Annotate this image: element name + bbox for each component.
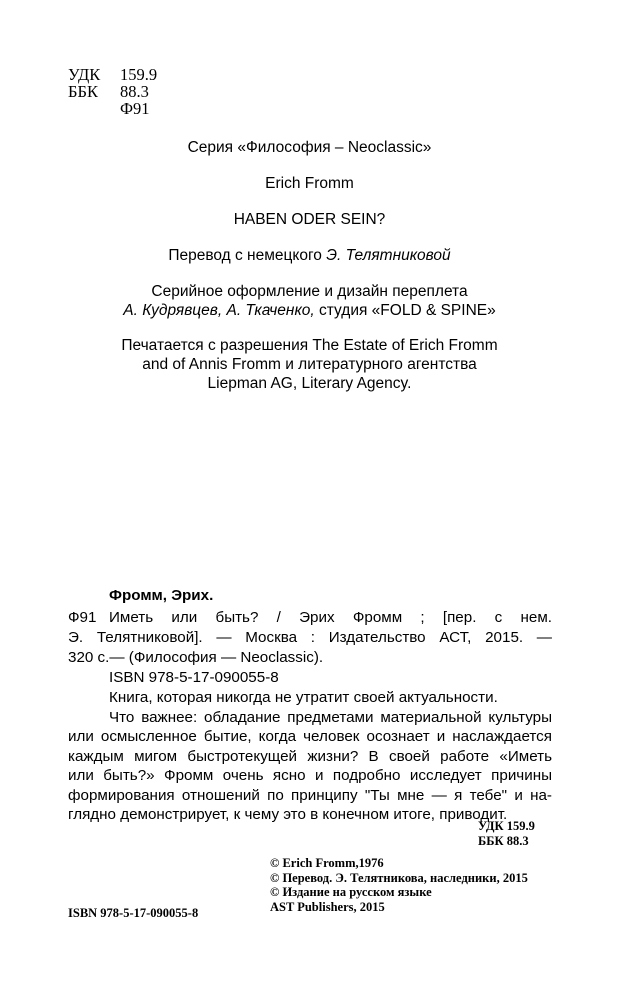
annotation-line: формирования отношений по принципу "Ты мне — я тебе" и на-	[68, 786, 552, 804]
annotation-line: или быть?» Фромм очень ясно и подробно исследует причины	[68, 767, 552, 784]
translation-line: Перевод с немецкого Э. Телятниковой	[168, 247, 451, 264]
catalog-sign: Ф91	[68, 609, 97, 626]
catalog-isbn: ISBN 978-5-17-090055-8	[109, 669, 279, 686]
classification-codes	[68, 66, 157, 117]
annotation-line: или осмысленное бытие, когда человек осознает и наслаждается	[68, 728, 552, 745]
translator-name: Э. Телятниковой	[326, 247, 451, 264]
copyright-line: © Перевод. Э. Телятникова, наследники, 2015	[270, 870, 528, 885]
annotation-line: каждым мигом быстротекущей жизни? В своей работе «Иметь	[68, 747, 552, 765]
permission-note: Печатается с разрешения The Estate of Erich Fromm and of Annis Fromm и литературного агентства Liepman AG, Literary Agency.	[121, 337, 498, 392]
bib-line-1: Иметь или быть? / Эрих Фромм ; [пер. с нем.	[109, 609, 552, 626]
series-line: Серия «Философия – Neoclassic»	[187, 139, 432, 156]
copyright-line: © Erich Fromm,1976	[270, 856, 384, 870]
bbk-label: ББК	[68, 82, 98, 101]
designer-names: А. Кудрявцев, А. Ткаченко,	[123, 302, 315, 319]
catalog-author-heading: Фромм, Эрих.	[109, 587, 214, 604]
copyright-line: © Издание на русском языке	[270, 885, 432, 899]
annotation-line: Книга, которая никогда не утратит своей актуальности.	[109, 689, 498, 706]
footer-codes	[478, 819, 535, 849]
original-title: HABEN ODER SEIN?	[233, 211, 386, 228]
bib-line-3: 320 с.— (Философия — Neoclassic).	[68, 649, 324, 666]
udk-value: 159.9	[120, 65, 158, 84]
annotation-line: Что важнее: обладание предметами материальной культуры	[109, 708, 552, 726]
author-sign: Ф91	[120, 99, 150, 118]
bbk-value: 88.3	[120, 82, 149, 101]
bib-line-2: Э. Телятниковой]. — Москва : Издательство АСТ, 2015. —	[68, 629, 552, 646]
annotation-line: глядно демонстрирует, к чему это в конечном итоге, приводит.	[68, 806, 508, 823]
footer-isbn: ISBN 978-5-17-090055-8	[68, 906, 199, 920]
copyright-block	[270, 856, 528, 914]
annotation	[68, 688, 552, 825]
footer-bbk: ББК 88.3	[478, 834, 529, 848]
udk-label: УДК	[68, 65, 101, 84]
footer-udk: УДК 159.9	[478, 819, 535, 833]
design-credits: Серийное оформление и дизайн переплета А. Кудрявцев, А. Ткаченко, студия «FOLD & SPINE»	[123, 283, 496, 319]
copyright-line: AST Publishers, 2015	[270, 899, 385, 914]
original-author: Erich Fromm	[265, 175, 354, 192]
